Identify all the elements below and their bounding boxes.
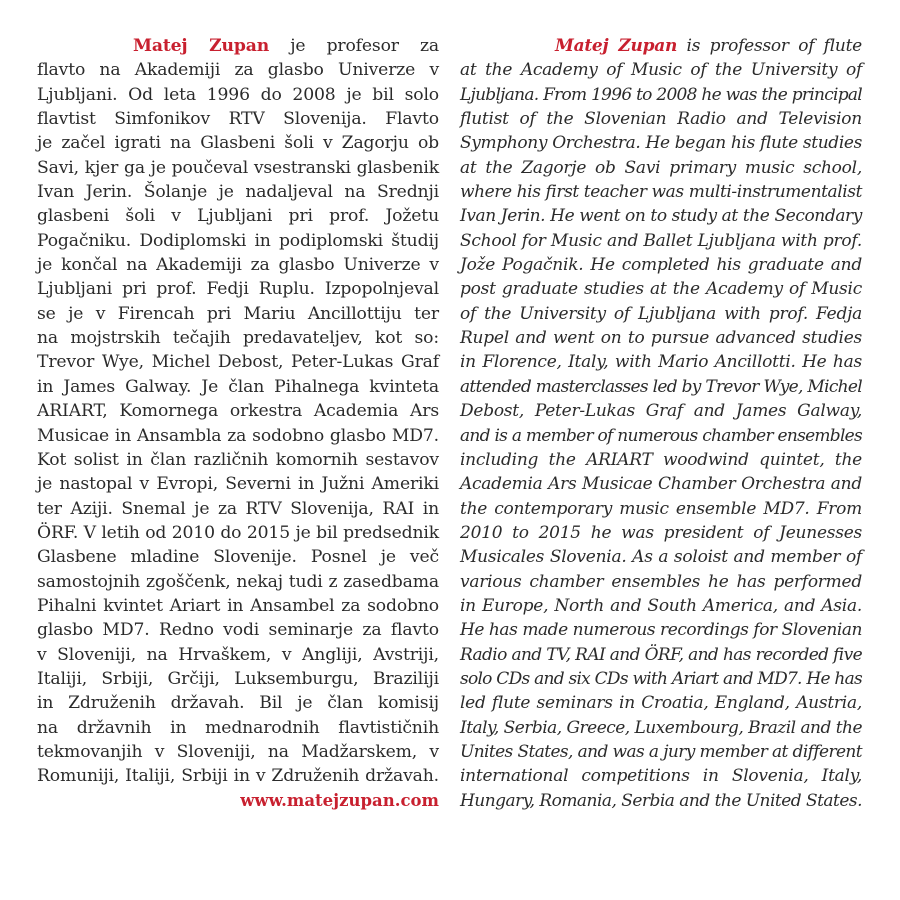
bio-line: Matej Zupan je profesor za [133, 36, 439, 56]
bio-line: ARIART, Komornega orkestra Academia Ars [37, 401, 439, 422]
website-link[interactable]: www.matejzupan.com [240, 790, 439, 810]
bio-line: Glasbene mladine Slovenije. Posnel je več [37, 547, 439, 568]
bio-line: in Florence, Italy, with Mario Ancillotti. He has [460, 352, 862, 373]
bio-line: Musicales Slovenia. As a soloist and member of [460, 547, 862, 568]
bio-line: of the University of Ljubljana with prof. Fedja [460, 303, 862, 324]
bio-line: na državnih in mednarodnih flavtističnih [37, 717, 439, 738]
bio-line: Academia Ars Musicae Chamber Orchestra and [460, 474, 862, 495]
bio-line: flutist of the Slovenian Radio and Television [460, 109, 862, 130]
bio-line: the contemporary music ensemble MD7. From [460, 498, 862, 519]
bio-line: ÖRF. V letih od 2010 do 2015 je bil predsednik [37, 522, 439, 543]
bio-line: international competitions in Slovenia, Italy, [460, 766, 862, 787]
bio-line: various chamber ensembles he has performed [460, 571, 862, 592]
bio-line: Italiji, Srbiji, Grčiji, Luksemburgu, Braziliji [37, 668, 439, 689]
slovenian-biography [37, 34, 439, 813]
bio-line: Ljubljani. Od leta 1996 do 2008 je bil solo [37, 84, 439, 105]
bio-line: led flute seminars in Croatia, England, Austria, [460, 693, 862, 714]
bio-line: at the Academy of Music of the University of [460, 60, 862, 81]
bio-line: 2010 to 2015 he was president of Jeunesses [460, 522, 862, 543]
bio-line: Musicae in Ansambla za sodobno glasbo MD7. [37, 425, 439, 446]
bio-line: including the ARIART woodwind quintet, the [460, 449, 862, 470]
bio-line: at the Zagorje ob Savi primary music school, [460, 157, 862, 178]
bio-line: ter Aziji. Snemal je za RTV Slovenija, RAI in [37, 498, 439, 519]
bio-line: samostojnih zgoščenk, nekaj tudi z zasedbama [37, 571, 439, 592]
bio-line: in Europe, North and South America, and Asia. [460, 595, 862, 616]
bio-line: flavto na Akademiji za glasbo Univerze v [37, 60, 439, 81]
bio-line: Debost, Peter-Lukas Graf and James Galway, [460, 401, 862, 422]
bio-line: v Sloveniji, na Hrvaškem, v Angliji, Avstriji, [37, 644, 439, 665]
bio-line: Ivan Jerin. He went on to study at the Secondary [460, 206, 862, 227]
bio-line: and is a member of numerous chamber ensembles [460, 425, 862, 446]
bio-line: je nastopal v Evropi, Severni in Južni Ameriki [37, 474, 439, 495]
bio-line: je začel igrati na Glasbeni šoli v Zagorju ob [37, 133, 439, 154]
bio-line: Jože Pogačnik. He completed his graduate and [460, 255, 862, 276]
bio-line: He has made numerous recordings for Slovenian [460, 620, 862, 641]
bio-line: je končal na Akademiji za glasbo Univerze v [37, 255, 439, 276]
bio-line: Radio and TV, RAI and ÖRF, and has recorded five [460, 644, 862, 665]
bio-line: na mojstrskih tečajih predavateljev, kot so: [37, 328, 439, 349]
bio-line: glasbeni šoli v Ljubljani pri prof. Jožetu [37, 206, 439, 227]
bio-line: Romuniji, Italiji, Srbiji in v Združenih državah. [37, 766, 439, 787]
bio-line: Ljubljana. From 1996 to 2008 he was the principal [460, 84, 862, 105]
bio-line: flavtist Simfonikov RTV Slovenija. Flavto [37, 109, 439, 130]
bio-line: Trevor Wye, Michel Debost, Peter-Lukas Graf [37, 352, 439, 373]
bio-line: Pogačniku. Dodiplomski in podiplomski študij [37, 230, 439, 251]
bio-line: School for Music and Ballet Ljubljana with prof. [460, 230, 862, 251]
bio-line: Unites States, and was a jury member at different [460, 741, 862, 762]
bio-line: Italy, Serbia, Greece, Luxembourg, Brazil and the [460, 717, 862, 738]
bio-line: post graduate studies at the Academy of Music [460, 279, 862, 300]
bio-line: Savi, kjer ga je poučeval vsestranski glasbenik [37, 157, 439, 178]
bio-line: Matej Zupan is professor of flute [555, 36, 862, 56]
english-biography [460, 34, 862, 813]
bio-line: tekmovanjih v Sloveniji, na Madžarskem, v [37, 741, 439, 762]
bio-line: where his first teacher was multi-instrumentalist [460, 182, 862, 203]
bio-line: Hungary, Romania, Serbia and the United States. [460, 790, 862, 811]
artist-name: Matej Zupan [133, 36, 270, 56]
bio-line: Pihalni kvintet Ariart in Ansambel za sodobno [37, 595, 439, 616]
artist-name: Matej Zupan [555, 36, 678, 56]
bio-line: glasbo MD7. Redno vodi seminarje za flavto [37, 620, 439, 641]
bio-line: solo CDs and six CDs with Ariart and MD7. He has [460, 668, 862, 689]
bio-line: in James Galway. Je član Pihalnega kvinteta [37, 376, 439, 397]
bio-line: attended masterclasses led by Trevor Wye, Michel [460, 376, 862, 397]
bio-line: in Združenih državah. Bil je član komisij [37, 693, 439, 714]
bio-line: Ivan Jerin. Šolanje je nadaljeval na Srednji [37, 182, 439, 203]
bio-line: Symphony Orchestra. He began his flute studies [460, 133, 862, 154]
bio-line: Rupel and went on to pursue advanced studies [460, 328, 862, 349]
bio-line: se je v Firencah pri Mariu Ancillottiju ter [37, 303, 439, 324]
bio-line: Ljubljani pri prof. Fedji Ruplu. Izpopolnjeval [37, 279, 439, 300]
bio-line: Kot solist in član različnih komornih sestavov [37, 449, 439, 470]
